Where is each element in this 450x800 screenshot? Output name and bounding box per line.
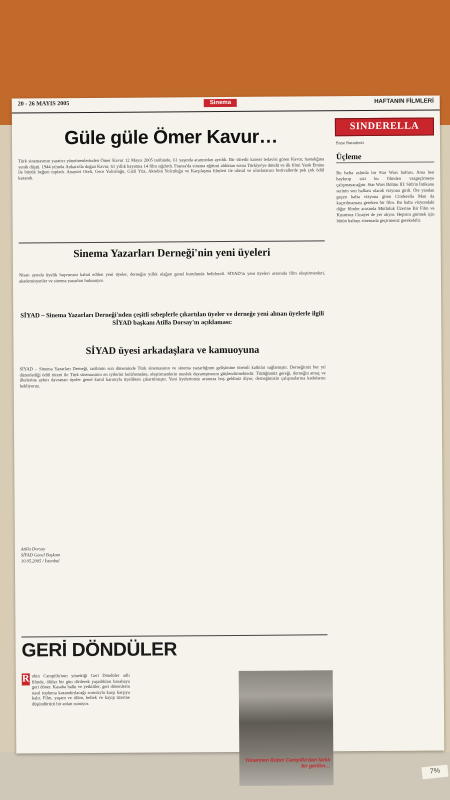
sidebar-badge xyxy=(335,118,434,137)
newspaper-page xyxy=(12,96,445,770)
article2-quote-title: SİYAD üyesi arkadaşlara ve kamuoyuna xyxy=(85,344,260,357)
article3-headline: GERİ DÖNDÜLER xyxy=(21,639,178,662)
divider xyxy=(19,240,325,243)
main-columns xyxy=(16,114,334,748)
sidebar-author: Buse Baradeniz xyxy=(336,140,365,146)
sidebar-badge-text: SINDERELLA xyxy=(349,120,419,133)
article3-dropcap: R xyxy=(22,673,30,685)
article3-body: obin Campillo'nun yönettiği Geri Döndüler adlı filmde, ölüler bir gün dirilerek yaşadıkları kasabaya geri döner. Kasaba halkı ve yetkililer, geri dönenlerin nasıl topluma kazandırılacağı sorusuyla karşı karşıya kalır. Film, yaşam ve ölüm, bellek ve kayıp üzerine düşündürücü bir anlatı sunuyor. xyxy=(31,672,130,707)
article1-headline: Güle güle Ömer Kavur… xyxy=(64,126,278,150)
sidebar-column xyxy=(334,114,440,747)
section-title: HAFTANIN FİLMLERİ xyxy=(374,98,434,105)
article2-signature-date: 10.05.2005 / İstanbul xyxy=(20,558,60,564)
divider xyxy=(21,634,327,637)
issue-date: 20 - 26 MAYIS 2005 xyxy=(17,101,70,108)
article1-body: Türk sinemasının yaratıcı yönetmenlerinden Ömer Kavur 12 Mayıs 2005 tarihinde, 61 yaşında aramızdan ayrıldı. Bir süredir kanser tedavisi gören Kavur, hastalığına yenik düştü. 1944 yılında Ankara'da doğan Kavur, 61 yıllık hayatına 14 film sığdırdı. Fransa'da sinema eğitimi aldıktan sonra Türkiye'ye döndü ve ilk filmi Yatık Emine ile büyük beğeni topladı. Anayurt Oteli, Gece Yolculuğu, Gizli Yüz, Akrebin Yolculuğu ve Karşılaşma filmleri ile ulusal ve uluslararası festivallerde pek çok ödül kazandı. xyxy=(18,156,325,181)
article3-photo-caption: Yönetmen Robin Campillo'dan farklı bir gerilim… xyxy=(244,757,331,770)
divider xyxy=(336,162,434,164)
article2-body: SİYAD – Sinema Yazarları Derneği, tarihinin son döneminde Türk sinemasının ve sinema yazarlığının gelişimine önemli katkılar sağlamıştır. Derneğimiz her yıl düzenlediği ödül töreni ile Türk sinemasının en iyilerini belirlemekte, eleştirmenlerin meslek dayanışmasını güçlendirmektedir. Tüzüğümüz gereği, derneğin amaç ve ilkelerine aykırı davranan üyeler genel kurul kararıyla üyelikten çıkartılmıştır. Yeni üyelerimize aramıza hoş geldiniz diyor, derneğimizin çalışmalarına katkılarını bekliyoruz. xyxy=(19,364,326,389)
newspaper-logo: Sinema xyxy=(204,99,237,107)
article2-signature-name: Atilla Dorsay xyxy=(20,546,46,552)
article2-subhead: SİYAD – Sinema Yazarları Derneği'nden çeşitli sebeplerle çıkartılan üyeler ve derneğe yeni alınan üyelerle ilgili SİYAD başkanı Atilla Dorsay'ın açıklaması: xyxy=(20,310,325,327)
article2-signature-title: SİYAD Genel Başkanı xyxy=(20,552,61,558)
sidebar-body: Bu hafta aslında bir Star Wars haftası. Ama ben haykırıp sizi bu filmden vazgeçirmeye çalışmayacağım. Star Wars Bölüm III: Sith'in İntikamı serinin son halkası olarak vizyona girdi. Öte yandan geçen hafta vizyona giren Cinderella Man da kaçırılmaması gereken bir film. Bu hafta vizyondaki diğer filmler arasında Mutluluk Üzerine Bir Film ve Kusursuz Cinayet de yer alıyor. Hepsini görmek için bütün haftayı sinemada geçirmeniz gerekebilir. xyxy=(336,169,435,224)
sidebar-title: Üçleme xyxy=(336,152,362,162)
article2-headline: Sinema Yazarları Derneği'nin yeni üyeleri xyxy=(73,246,271,261)
article2-intro: Nisan ayında üyelik başvurusu kabul edilen yeni üyeler, derneğin yıllık olağan genel kurulunda belirlendi. SİYAD'ın yeni üyeleri arasında film eleştirmenleri, akademisyenler ve sinema yazarları bulunuyor. xyxy=(18,270,325,284)
background-bottom xyxy=(0,752,450,800)
page-header xyxy=(12,96,440,114)
page-sticker: 7% xyxy=(421,765,448,780)
